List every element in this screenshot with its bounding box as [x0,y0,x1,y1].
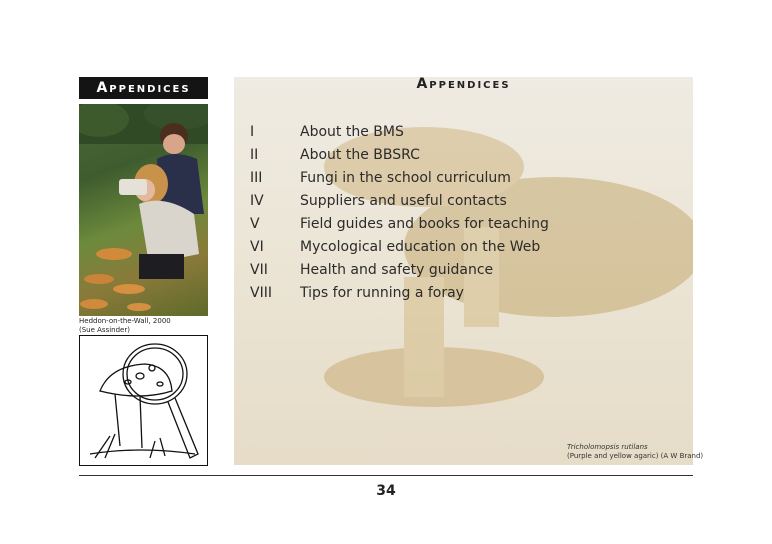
appendix-number: VI [250,239,264,255]
credit-species: Tricholomopsis rutilans [567,443,648,451]
footer-divider [79,475,693,476]
magnifier-sketch [79,335,208,466]
list-item [250,170,549,193]
appendix-label: Suppliers and useful contacts [300,193,507,209]
appendix-number: II [250,147,259,163]
appendix-number: V [250,216,260,232]
photo-illustration [79,104,208,316]
list-item [250,193,549,216]
list-item [250,262,549,285]
page-title: Appendices [416,76,511,92]
appendix-label: About the BMS [300,124,404,140]
sidebar-header-label: Appendices [96,80,191,96]
page-number: 34 [376,483,396,499]
list-item [250,147,549,170]
appendix-number: III [250,170,263,186]
appendix-label: About the BBSRC [300,147,420,163]
photo-caption-credit: (Sue Assinder) [79,326,130,334]
appendix-number: I [250,124,255,140]
appendix-label: Field guides and books for teaching [300,216,549,232]
children-foray-photo [79,104,208,316]
appendix-number: VII [250,262,268,278]
sidebar-header [79,77,208,99]
appendix-label: Mycological education on the Web [300,239,541,255]
credit-attribution: (Purple and yellow agaric) (A W Brand) [567,452,704,460]
photo-caption [79,317,219,335]
appendix-number: VIII [250,285,272,301]
appendix-label: Fungi in the school curriculum [300,170,511,186]
image-credit [567,443,703,461]
appendix-number: IV [250,193,264,209]
list-item [250,239,549,262]
list-item [250,124,549,147]
appendix-label: Tips for running a foray [300,285,464,301]
appendix-label: Health and safety guidance [300,262,494,278]
list-item [250,216,549,239]
magnifying-glass-mushroom-icon [80,336,207,465]
appendix-list [250,124,549,308]
photo-caption-place: Heddon-on-the-Wall, 2000 [79,317,171,325]
list-item [250,285,549,308]
